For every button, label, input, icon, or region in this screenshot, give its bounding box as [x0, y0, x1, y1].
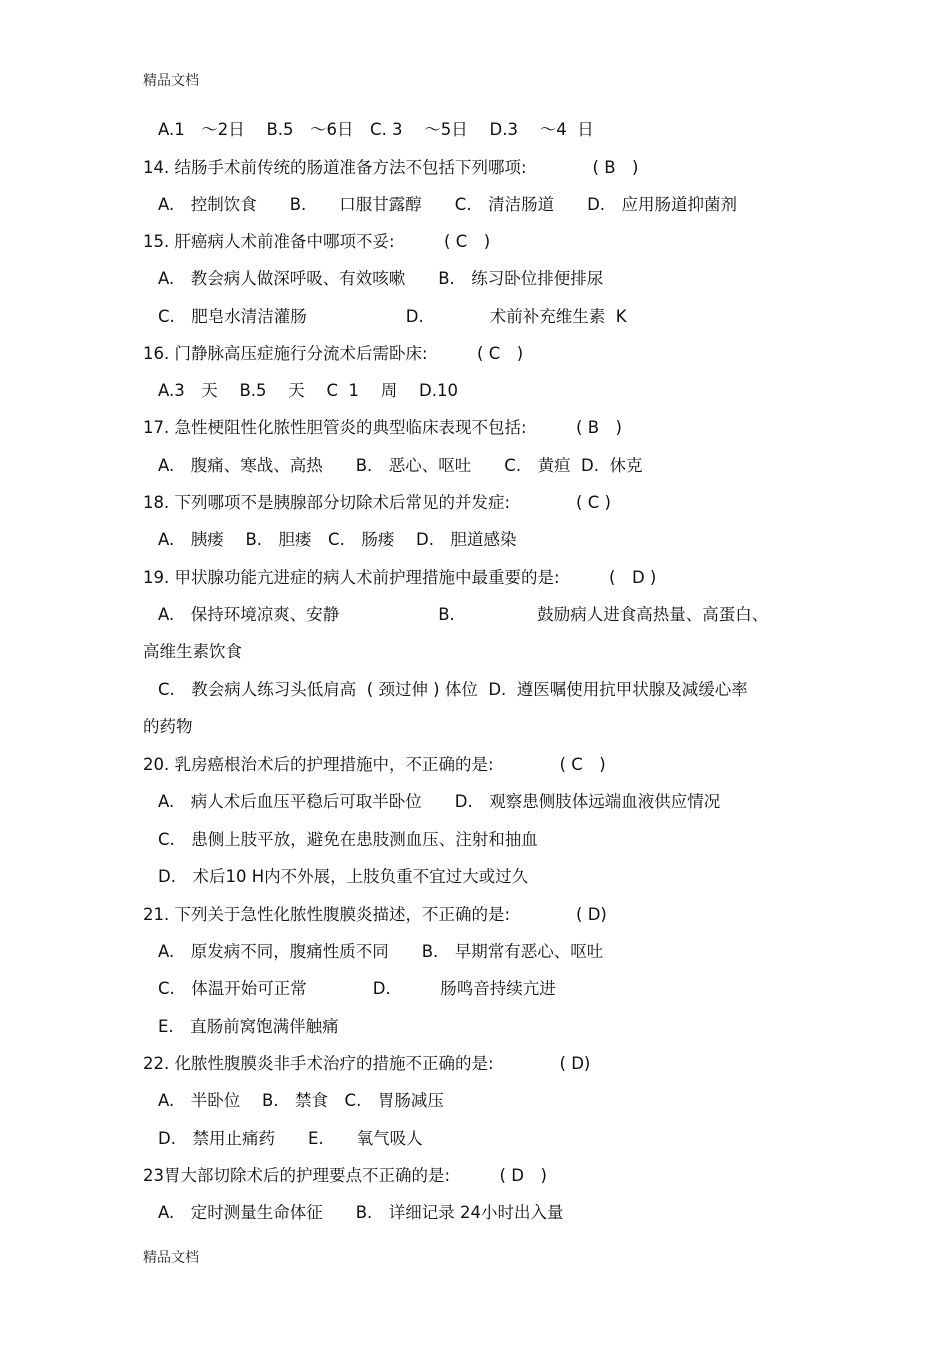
option-line: A. 控制饮食 B. 口服甘露醇 C. 清洁肠道 D. 应用肠道抑菌剂 [158, 195, 738, 214]
option-line: C. 教会病人练习头低肩高 ( 颈过伸 ) 体位 D. 遵医嘱使用抗甲状腺及减缓心率 [158, 680, 748, 699]
option-line: A. 半卧位 B. 禁食 C. 胃肠减压 [158, 1091, 444, 1110]
option-line: D. 禁用止痛药 E. 氧气吸人 [158, 1129, 423, 1148]
option-line: D. 术后10 H内不外展，上肢负重不宜过大或过久 [158, 867, 529, 886]
option-line: C. 肥皂水清洁灌肠 D. 术前补充维生素 K [158, 307, 627, 326]
page-header: 精品文档 [143, 73, 199, 89]
question-line: 15. 肝癌病人术前准备中哪项不妥: ( C ) [143, 232, 491, 251]
question-line: 18. 下列哪项不是胰腺部分切除术后常见的并发症: ( C ) [143, 493, 611, 512]
question-line: 17. 急性梗阻性化脓性胆管炎的典型临床表现不包括: ( B ) [143, 418, 622, 437]
question-line: 的药物 [143, 717, 193, 736]
question-line: 16. 门静脉高压症施行分流术后需卧床: ( C ) [143, 344, 524, 363]
option-line: A. 教会病人做深呼吸、有效咳嗽 B. 练习卧位排便排尿 [158, 269, 604, 288]
option-line: C. 患侧上肢平放，避免在患肢测血压、注射和抽血 [158, 830, 538, 849]
option-line: A. 定时测量生命体征 B. 详细记录 24小时出入量 [158, 1203, 564, 1222]
option-line: A.1 ～2日 B.5 ～6日 C. 3 ～5日 D.3 ～4 日 [158, 120, 594, 139]
option-line: A. 胰瘘 B. 胆瘘 C. 肠瘘 D. 胆道感染 [158, 530, 517, 549]
option-line: A. 保持环境凉爽、安静 B. 鼓励病人进食高热量、高蛋白、 [158, 605, 769, 624]
question-line: 19. 甲状腺功能亢进症的病人术前护理措施中最重要的是: ( D ) [143, 568, 657, 587]
option-line: A. 原发病不同，腹痛性质不同 B. 早期常有恶心、呕吐 [158, 942, 604, 961]
page-footer: 精品文档 [143, 1250, 199, 1266]
question-line: 14. 结肠手术前传统的肠道准备方法不包括下列哪项: ( B ) [143, 158, 639, 177]
question-line: 20. 乳房癌根治术后的护理措施中，不正确的是: ( C ) [143, 755, 606, 774]
option-line: A.3 天 B.5 天 C 1 周 D.10 [158, 381, 458, 400]
question-line: 23胃大部切除术后的护理要点不正确的是: ( D ) [143, 1166, 547, 1185]
option-line: A. 腹痛、寒战、高热 B. 恶心、呕吐 C. 黄疸 D. 休克 [158, 456, 643, 475]
option-line: A. 病人术后血压平稳后可取半卧位 D. 观察患侧肢体远端血液供应情况 [158, 792, 721, 811]
option-line: C. 体温开始可正常 D. 肠鸣音持续亢进 [158, 979, 556, 998]
option-line: E. 直肠前窝饱满伴触痛 [158, 1017, 339, 1036]
question-line: 高维生素饮食 [143, 642, 242, 661]
question-line: 22. 化脓性腹膜炎非手术治疗的措施不正确的是: ( D) [143, 1054, 591, 1073]
question-line: 21. 下列关于急性化脓性腹膜炎描述，不正确的是: ( D) [143, 905, 607, 924]
